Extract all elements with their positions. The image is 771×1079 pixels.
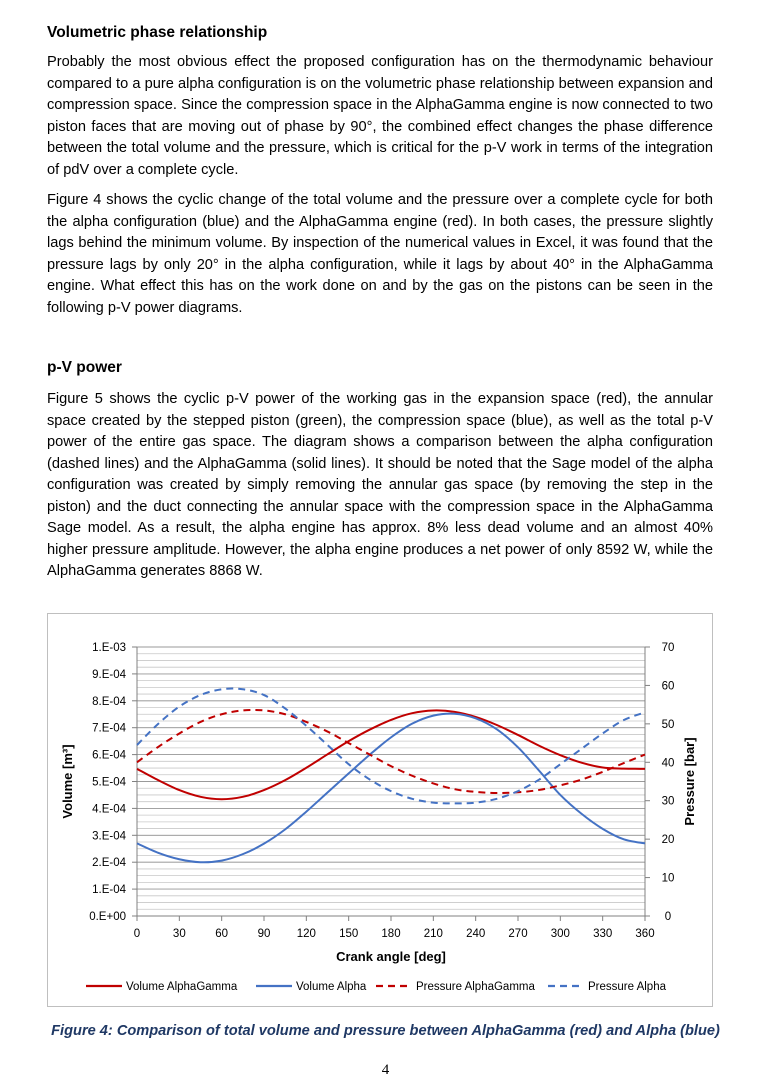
y-right-tick-label: 50 <box>661 718 675 731</box>
y-left-tick-label: 1.E-04 <box>92 884 126 897</box>
x-tick-label: 150 <box>339 928 359 940</box>
y-left-tick-label: 6.E-04 <box>92 749 126 762</box>
y-left-tick-label: 1.E-03 <box>92 642 126 654</box>
x-tick-label: 300 <box>550 928 570 940</box>
series-line-pressure-alpha <box>137 689 645 804</box>
y-right-tick-label: 70 <box>661 642 675 654</box>
y-left-tick-label: 9.E-04 <box>92 668 126 681</box>
y-axis-title-left: Volume [m³] <box>60 744 75 819</box>
series-line-pressure-alphagamma <box>137 710 645 793</box>
x-tick-label: 90 <box>257 928 271 940</box>
y-right-tick-label: 0 <box>664 911 672 923</box>
figure-caption: Figure 4: Comparison of total volume and pressure between AlphaGamma (red) and Alpha (blue) <box>51 1023 720 1039</box>
y-left-tick-label: 7.E-04 <box>92 722 126 735</box>
y-left-tick-label: 8.E-04 <box>92 695 126 708</box>
legend-label-volume-alpha: Volume Alpha <box>296 981 367 993</box>
page-number: 4 <box>381 1062 390 1078</box>
legend-label-volume-alphagamma: Volume AlphaGamma <box>126 981 238 993</box>
x-tick-label: 180 <box>381 928 401 940</box>
y-left-tick-label: 0.E+00 <box>89 911 126 923</box>
y-left-tick-label: 3.E-04 <box>92 830 126 843</box>
paragraph-volumetric-1: Probably the most obvious effect the proposed configuration has on the thermodynamic behaviour compared to a pure alpha configuration is on the volumetric phase relationship between expansion and compression space. Since the compression space in the AlphaGamma engine is now connected to two piston faces that are moving out of phase by 90°, the combined effect changes the phase difference between the total volume and the pressure, which is critical for the p-V work in terms of the integration of pdV over a complete cycle. <box>47 54 713 178</box>
section-heading-volumetric: Volumetric phase relationship <box>47 24 268 41</box>
y-right-tick-label: 30 <box>661 795 675 808</box>
paragraph-pv-power: Figure 5 shows the cyclic p-V power of the working gas in the expansion space (red), the annular space created by the stepped piston (green), the compression space (blue), as well as the total p-V power of the entire gas space. The diagram shows a comparison between the alpha configuration (dashed lines) and the AlphaGamma (solid lines). It should be noted that the Sage model of the alpha configuration was created by simply removing the annular gas space (by removing the step in the piston) and the duct connecting the annular space with the compression space in the AlphaGamma Sage model. As a result, the alpha engine has approx. 8% less dead volume and an almost 40% higher pressure amplitude. However, the alpha engine produces a net power of only 8592 W, while the AlphaGamma generates 8868 W. <box>47 391 713 579</box>
y-axis-title-right: Pressure [bar] <box>682 737 697 826</box>
x-tick-label: 330 <box>593 928 613 940</box>
x-axis-title: Crank angle [deg] <box>336 949 446 964</box>
x-tick-label: 210 <box>423 928 443 940</box>
legend-label-pressure-alpha: Pressure Alpha <box>588 981 666 993</box>
y-right-tick-label: 60 <box>661 680 675 693</box>
figure-4-chart <box>47 613 713 1007</box>
x-tick-label: 120 <box>296 928 316 940</box>
chart-svg <box>48 614 712 1006</box>
y-left-tick-label: 4.E-04 <box>92 803 126 816</box>
y-left-tick-label: 5.E-04 <box>92 776 126 789</box>
x-tick-label: 360 <box>635 928 655 940</box>
x-tick-label: 30 <box>172 928 186 940</box>
y-right-tick-label: 40 <box>661 757 675 770</box>
paragraph-volumetric-2: Figure 4 shows the cyclic change of the total volume and the pressure over a complete cycle for both the alpha configuration (blue) and the AlphaGamma engine (red). In both cases, the pressure slightly lags behind the minimum volume. By inspection of the numerical values in Excel, it was found that the pressure lags by only 20° in the alpha configuration, while it lags by about 40° in the AlphaGamma engine. What effect this has on the work done on and by the gas on the pistons can be seen in the following p-V power diagrams. <box>47 192 713 316</box>
x-tick-label: 240 <box>466 928 486 940</box>
y-left-tick-label: 2.E-04 <box>92 857 126 870</box>
y-right-tick-label: 10 <box>661 872 675 885</box>
x-tick-label: 60 <box>215 928 229 940</box>
legend-label-pressure-alphagamma: Pressure AlphaGamma <box>416 981 535 993</box>
x-tick-label: 270 <box>508 928 528 940</box>
section-heading-pv-power: p-V power <box>47 359 122 376</box>
y-right-tick-label: 20 <box>661 834 675 847</box>
x-tick-label: 0 <box>133 928 141 940</box>
